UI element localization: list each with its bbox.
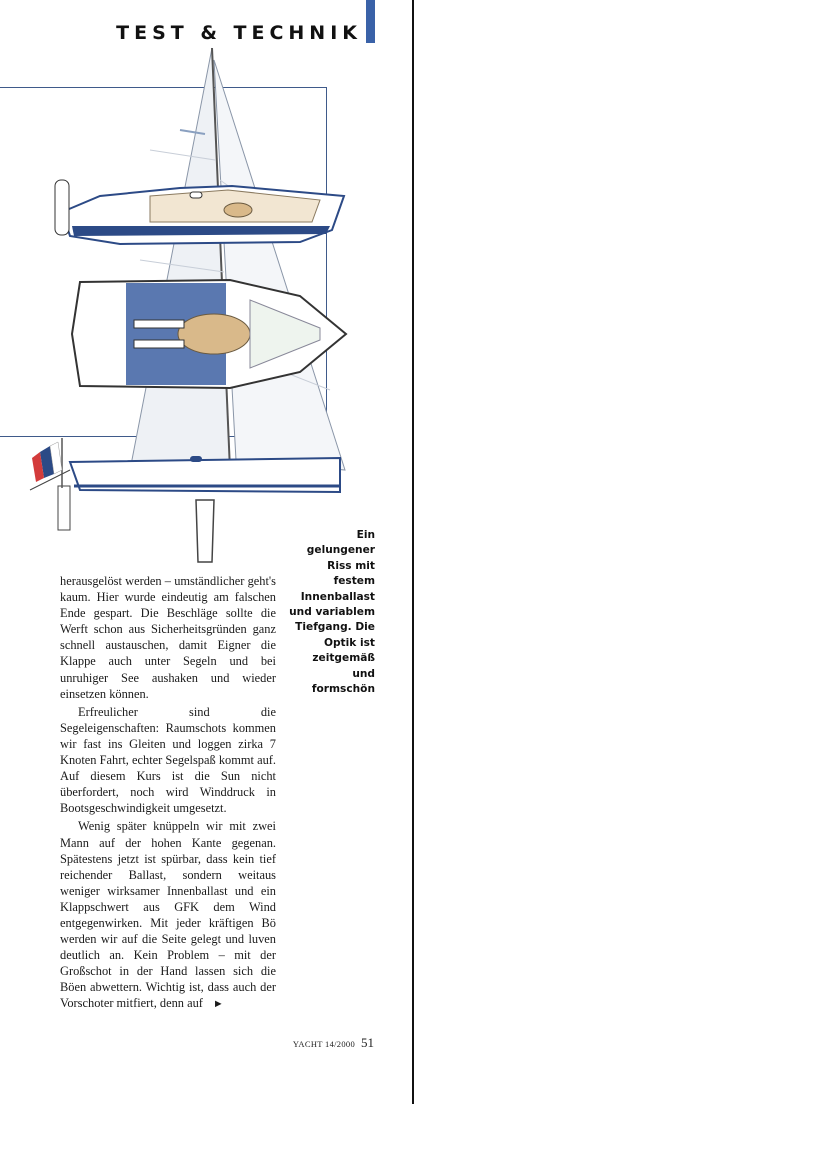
continue-arrow-icon: ► [212,998,224,1011]
french-flag-icon [32,438,62,488]
side-profile-icon [55,180,344,244]
article-paragraph [60,818,276,1012]
page-divider [412,0,414,1104]
sail-plan-icon [130,48,345,470]
page-number: 51 [361,1035,374,1050]
article-body [60,573,276,1013]
page-footer [293,1034,374,1052]
section-title: TEST & TECHNIK [116,22,362,44]
figure-caption: Ein gelungener Riss mit festem Innenballast und variablem Tiefgang. Die Optik ist zeitgemäß und formschön [289,529,375,696]
article-paragraph-text: Wenig später knüppeln wir mit zwei Mann auf der hohen Kante gegenan. Spätestens jetzt ist spürbar, dass kein tief reichender Ballast, sondern weitaus weniger wirksamer Innenballast und ein Klappschwert aus GFK dem Wind entgegenwirken. Mit jeder kräftigen Bö werden wir auf die Seite gelegt und luven deutlich an. Kein Problem – mit der Großschot in der Hand lassen sich die Böen abwettern. Wichtig ist, dass auch der Vorschoter mitfiert, denn auf [60,819,276,1011]
article-paragraph: Erfreulicher sind die Segeleigenschaften: Raumschots kommen wir fast ins Gleiten und loggen zirka 7 Knoten Fahrt, echter Segelspaß kommt auf. Auf diesem Kurs ist die Sun nicht überfordert, noch wird Winddruck in Bootsgeschwindigkeit umgesetzt. [60,704,276,816]
sailboat-illustration [0,40,380,570]
header-accent-bar [366,0,375,43]
magazine-issue: YACHT 14/2000 [292,1039,355,1049]
article-paragraph: herausgelöst werden – umständlicher geht's kaum. Hier wurde eindeutig am falschen Ende gespart. Die Beschläge sollte die Werft schon aus Sicherheitsgründen ganz schnell austauschen, damit Eigner die Klappe auch unter Segeln und bei unruhiger See aushaken und wieder einsetzen können. [60,574,276,701]
